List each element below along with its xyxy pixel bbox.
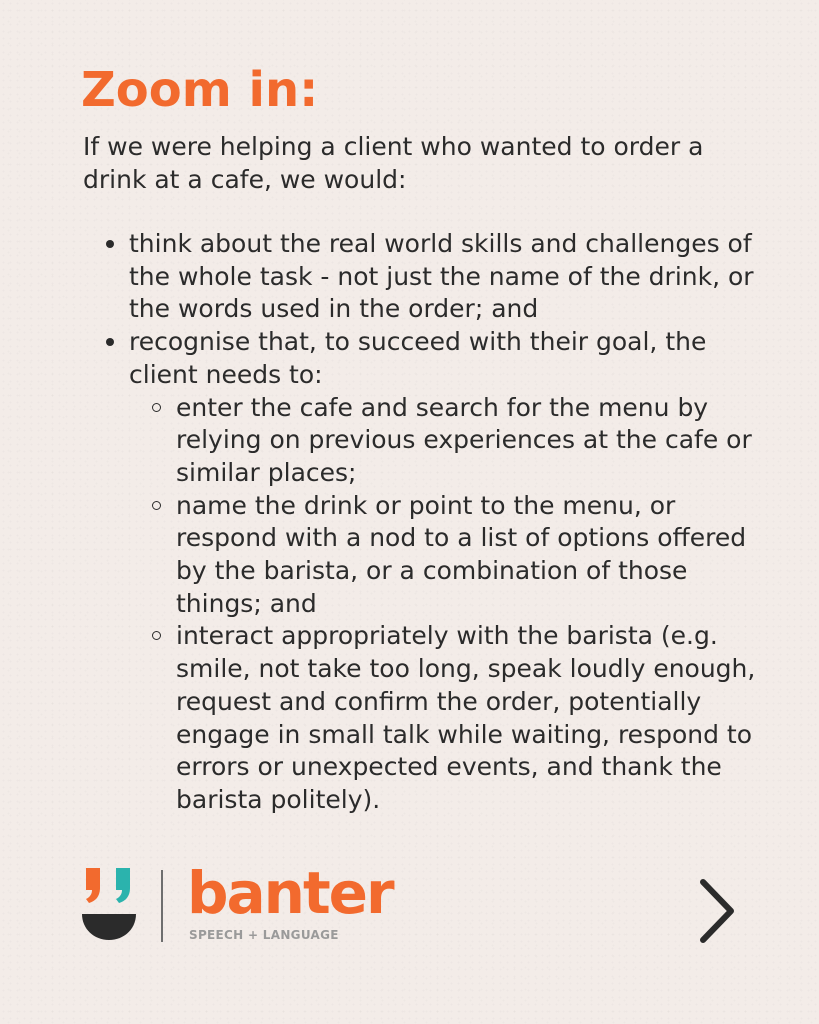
list-item [83, 326, 763, 817]
sub-list-item [129, 490, 763, 621]
bullet-circle-icon [152, 501, 161, 510]
intro-paragraph: If we were helping a client who wanted to order a drink at a cafe, we would: [83, 132, 704, 194]
list-item-text: recognise that, to succeed with their goal, the client needs to: [129, 327, 707, 389]
bullet-dot-icon [106, 338, 114, 346]
sub-list-item-text: name the drink or point to the menu, or respond with a nod to a list of options offered by the barista, or a combination of those things; and [176, 490, 747, 618]
chevron-right-icon[interactable] [693, 877, 743, 945]
sub-list-item-text: interact appropriately with the barista (e.g. smile, not take too long, speak loudly enough, request and confirm the order, potentially engage in small talk while waiting, respond to errors or unexpected events, and thank the barista politely). [176, 621, 756, 814]
logo-wordmark: banter [187, 859, 393, 927]
bullet-list [83, 228, 763, 817]
bullet-circle-icon [152, 631, 161, 640]
page-title: Zoom in: [81, 62, 319, 118]
sub-list-item [129, 620, 763, 816]
sub-bullet-list [129, 392, 763, 817]
bullet-dot-icon [106, 240, 114, 248]
list-item [83, 228, 763, 326]
sub-list-item [129, 392, 763, 490]
sub-list-item-text: enter the cafe and search for the menu by relying on previous experiences at the cafe or similar places; [176, 392, 752, 487]
logo-divider [161, 870, 163, 942]
bullet-circle-icon [152, 403, 161, 412]
banter-logo [82, 859, 393, 946]
list-item-text: think about the real world skills and challenges of the whole task - not just the name of the drink, or the words used in the order; and [129, 229, 754, 324]
quote-smile-logo-icon [82, 866, 136, 942]
logo-tagline: SPEECH + LANGUAGE [189, 928, 339, 942]
